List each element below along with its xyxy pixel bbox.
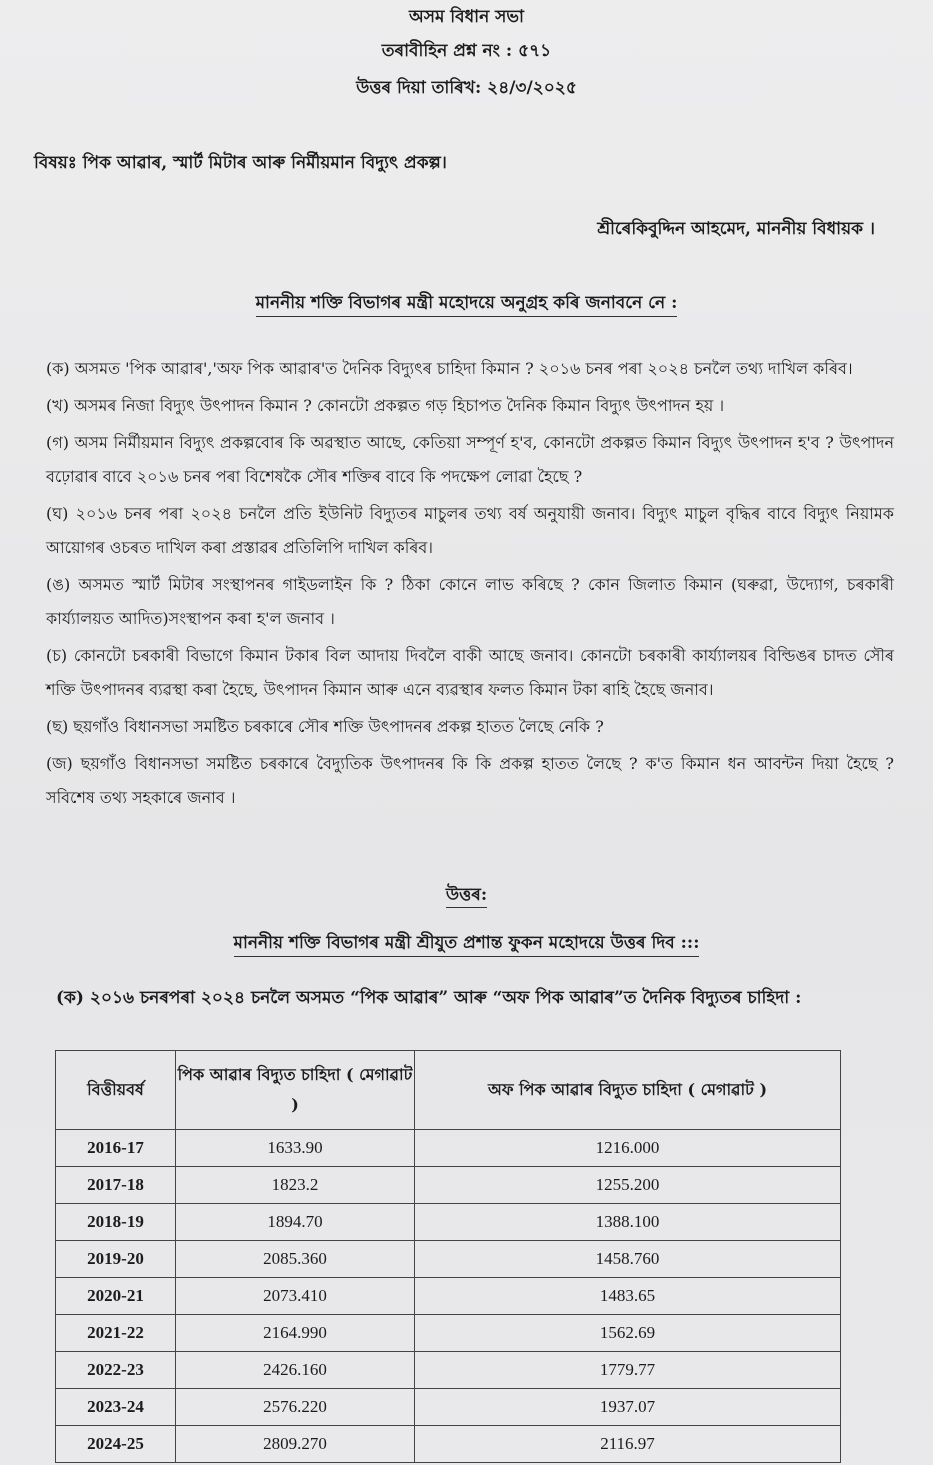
demand-table (55, 1050, 841, 1463)
peak-cell: 2426.160 (176, 1352, 415, 1389)
table-row (56, 1167, 841, 1204)
year-cell: 2017-18 (56, 1167, 176, 1204)
peak-cell: 2576.220 (176, 1389, 415, 1426)
year-cell: 2020-21 (56, 1278, 176, 1315)
year-cell: 2024-25 (56, 1426, 176, 1463)
year-cell: 2019-20 (56, 1241, 176, 1278)
table-row (56, 1278, 841, 1315)
year-cell: 2018-19 (56, 1204, 176, 1241)
assembly-title: অসম বিধান সভা (409, 7, 524, 27)
year-cell: 2022-23 (56, 1352, 176, 1389)
peak-cell: 1823.2 (176, 1167, 415, 1204)
peak-cell: 1633.90 (176, 1130, 415, 1167)
offpeak-cell: 1562.69 (415, 1315, 841, 1352)
peak-cell: 1894.70 (176, 1204, 415, 1241)
year-cell: 2023-24 (56, 1389, 176, 1426)
offpeak-cell: 1483.65 (415, 1278, 841, 1315)
offpeak-cell: 1458.760 (415, 1241, 841, 1278)
col-header-offpeak: অফ পিক আৱাৰ বিদ্যুত চাহিদা ( মেগাৱাট ) (415, 1051, 841, 1130)
offpeak-cell: 1216.000 (415, 1130, 841, 1167)
peak-cell: 2085.360 (176, 1241, 415, 1278)
peak-cell: 2809.270 (176, 1426, 415, 1463)
offpeak-cell: 1937.07 (415, 1389, 841, 1426)
offpeak-cell: 2116.97 (415, 1426, 841, 1463)
offpeak-cell: 1779.77 (415, 1352, 841, 1389)
question-gha: (ঘ) ২০১৬ চনৰ পৰা ২০২৪ চনলৈ প্ৰতি ইউনিট বিদ্যুতৰ মাচুলৰ তথ্য বৰ্ষ অনুযায়ী জনাব। বিদ্যুৎ মাচুল বৃদ্ধিৰ বাবে বিদ্যুৎ নিয়ামক আয়োগৰ ওচৰত দাখিল কৰা প্ৰস্তাৱৰ প্ৰতিলিপি দাখিল কৰিব। (46, 504, 894, 557)
answer-date: উত্তৰ দিয়া তাৰিখ: ২৪/৩/২০২৫ (356, 78, 577, 98)
table-title: (ক) ২০১৬ চনৰপৰা ২০২৪ চনলৈ অসমত “পিক আৱাৰ” আৰু “অফ পিক আৱাৰ”ত দৈনিক বিদ্যুতৰ চাহিদা : (56, 988, 802, 1008)
offpeak-cell: 1255.200 (415, 1167, 841, 1204)
col-header-year: বিত্তীয়বৰ্ষ (56, 1051, 176, 1130)
table-row (56, 1204, 841, 1241)
answer-heading: উত্তৰ: (0, 882, 933, 910)
minister-line: মাননীয় শক্তি বিভাগৰ মন্ত্ৰী শ্ৰীযুত প্ৰশান্ত ফুকন মহোদয়ে উত্তৰ দিব ::: (0, 930, 933, 958)
offpeak-cell: 1388.100 (415, 1204, 841, 1241)
peak-cell: 2073.410 (176, 1278, 415, 1315)
peak-cell: 2164.990 (176, 1315, 415, 1352)
subject-line: বিষয়ঃ পিক আৱাৰ, স্মাৰ্ট মিটাৰ আৰু নিৰ্মীয়মান বিদ্যুৎ প্ৰকল্প। (34, 153, 447, 173)
question-kha: (খ) অসমৰ নিজা বিদ্যুৎ উৎপাদন কিমান ? কোনটো প্ৰকল্পত গড় হিচাপত দৈনিক কিমান বিদ্যুৎ উৎপাদন হয় । (46, 396, 725, 415)
question-number: তৰাবীহিন প্ৰশ্ন নং : ৫৭১ (381, 41, 552, 61)
table-row (56, 1426, 841, 1463)
question-uma: (ঙ) অসমত স্মাৰ্ট মিটাৰ সংস্থাপনৰ গাইডলাইন কি ? ঠিকা কোনে লাভ কৰিছে ? কোন জিলাত কিমান (ঘৰুৱা, উদ্যোগ, চৰকাৰী কাৰ্য্যালয়ত আদিত)সংস্থাপন কৰা হ'ল জনাব । (46, 575, 894, 628)
question-list (46, 352, 894, 818)
question-chha: (ছ) ছয়গাঁও বিধানসভা সমষ্টিত চৰকাৰে সৌৰ শক্তি উৎপাদনৰ প্ৰকল্প হাতত লৈছে নেকি ? (46, 717, 604, 736)
question-ga: (গ) অসম নিৰ্মীয়মান বিদ্যুৎ প্ৰকল্পবোৰ কি অৱস্থাত আছে, কেতিয়া সম্পূৰ্ণ হ'ব, কোনটো প্ৰকল্পত কিমান বিদ্যুৎ উৎপাদন হ'ব ? উৎপাদন বঢ়োৱাৰ বাবে ২০১৬ চনৰ পৰা বিশেষকৈ সৌৰ শক্তিৰ বাবে কি পদক্ষেপ লোৱা হৈছে ? (46, 433, 894, 486)
col-header-peak: পিক আৱাৰ বিদ্যুত চাহিদা ( মেগাৱাট ) (176, 1051, 415, 1130)
year-cell: 2021-22 (56, 1315, 176, 1352)
request-line: মাননীয় শক্তি বিভাগৰ মন্ত্ৰী মহোদয়ে অনুগ্ৰহ কৰি জনাবনে নে : (0, 290, 933, 318)
table-row (56, 1389, 841, 1426)
table-row (56, 1130, 841, 1167)
member-name: শ্ৰীৰেকিবুদ্দিন আহমেদ, মাননীয় বিধায়ক । (597, 219, 875, 239)
table-row (56, 1352, 841, 1389)
question-ja: (জ) ছয়গাঁও বিধানসভা সমষ্টিত চৰকাৰে বৈদ্যুতিক উৎপাদনৰ কি কি প্ৰকল্প হাতত লৈছে ? ক'ত কিমান ধন আবন্টন দিয়া হৈছে ? সবিশেষ তথ্য সহকাৰে জনাব । (46, 754, 894, 807)
table-row (56, 1315, 841, 1352)
question-cha: (চ) কোনটো চৰকাৰী বিভাগে কিমান টকাৰ বিল আদায় দিবলৈ বাকী আছে জনাব। কোনটো চৰকাৰী কাৰ্য্যালয়ৰ বিল্ডিঙৰ চাদত সৌৰ শক্তি উৎপাদনৰ ব্যৱস্থা কৰা হৈছে, উৎপাদন কিমান আৰু এনে ব্যৱস্থাৰ ফলত কিমান টকা ৰাহি হৈছে জনাব। (46, 646, 894, 699)
table-header-row (56, 1051, 841, 1130)
table-row (56, 1241, 841, 1278)
year-cell: 2016-17 (56, 1130, 176, 1167)
question-ka: (ক) অসমত 'পিক আৱাৰ','অফ পিক আৱাৰ'ত দৈনিক বিদ্যুৎৰ চাহিদা কিমান ? ২০১৬ চনৰ পৰা ২০২৪ চনলৈ তথ্য দাখিল কৰিব। (46, 359, 853, 378)
